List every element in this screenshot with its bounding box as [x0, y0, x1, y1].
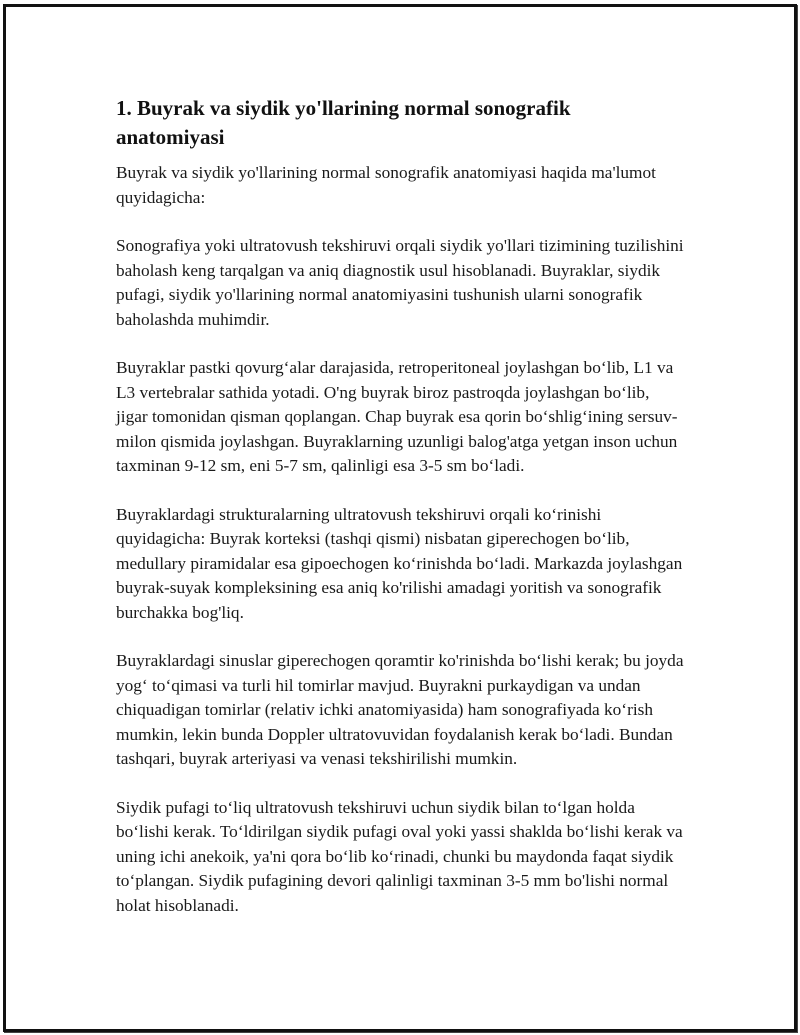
document-body	[116, 94, 684, 942]
paragraph-intro: Buyrak va siydik yo'llarining normal sonografik anatomiyasi haqida ma'lumot quyidagicha:	[116, 163, 656, 207]
paragraph-sinuses: Buyraklardagi sinuslar giperechogen qoramtir ko'rinishda bo‘lishi kerak; bu joyda yog‘ to‘qimasi va turli hil tomirlar mavjud. Buyrakni purkaydigan va undan chiquadigan tomirlar (relativ ichki anatomiyasida) ham sonografiyada ko‘rish mumkin, lekin bunda Doppler ultratovuvidan foydalanish kerak bo‘ladi. Bundan tashqari, buyrak arteriyasi va venasi tekshirilishi mumkin.	[116, 651, 684, 768]
section-heading: 1. Buyrak va siydik yo'llarining normal sonografik anatomiyasi	[116, 96, 571, 149]
paragraph-kidney-location: Buyraklar pastki qovurg‘alar darajasida, retroperitoneal joylashgan bo‘lib, L1 va L3 vertebralar sathida yotadi. O'ng buyrak biroz pastroqda joylashgan bo‘lib, jigar tomonidan qisman qoplangan. Chap buyrak esa qorin bo‘shlig‘ining sersuv-milon qismida joylashgan. Buyraklarning uzunligi balog'atga yetgan inson uchun taxminan 9-12 sm, eni 5-7 sm, qalinligi esa 3-5 sm bo‘ladi.	[116, 358, 678, 475]
paragraph-kidney-structures: Buyraklardagi strukturalarning ultratovush tekshiruvi orqali ko‘rinishi quyidagicha: Buyrak korteksi (tashqi qismi) nisbatan giperechogen bo‘lib, medullary piramidalar esa gipoechogen ko‘rinishda bo‘ladi. Markazda joylashgan buyrak-suyak kompleksining esa aniq ko'rilishi amadagi yoritish va sonografik burchakka bog'liq.	[116, 504, 683, 622]
paragraph-sonography: Sonografiya yoki ultratovush tekshiruvi orqali siydik yo'llari tizimining tuzilishini baholash keng tarqalgan va aniq diagnostik usul hisoblanadi. Buyraklar, siydik pufagi, siydik yo'llarining normal anatomiyasini tushunish ularni sonografik baholashda muhimdir.	[116, 236, 684, 329]
paragraph-bladder: Siydik pufagi to‘liq ultratovush tekshiruvi uchun siydik bilan to‘lgan holda bo‘lishi kerak. To‘ldirilgan siydik pufagi oval yoki yassi shaklda bo‘lishi kerak va uning ichi anekoik, ya'ni qora bo‘lib ko‘rinadi, chunki bu maydonda faqat siydik to‘plangan. Siydik pufagining devori qalinligi taxminan 3-5 mm bo'lishi normal holat hisoblanadi.	[116, 797, 683, 915]
